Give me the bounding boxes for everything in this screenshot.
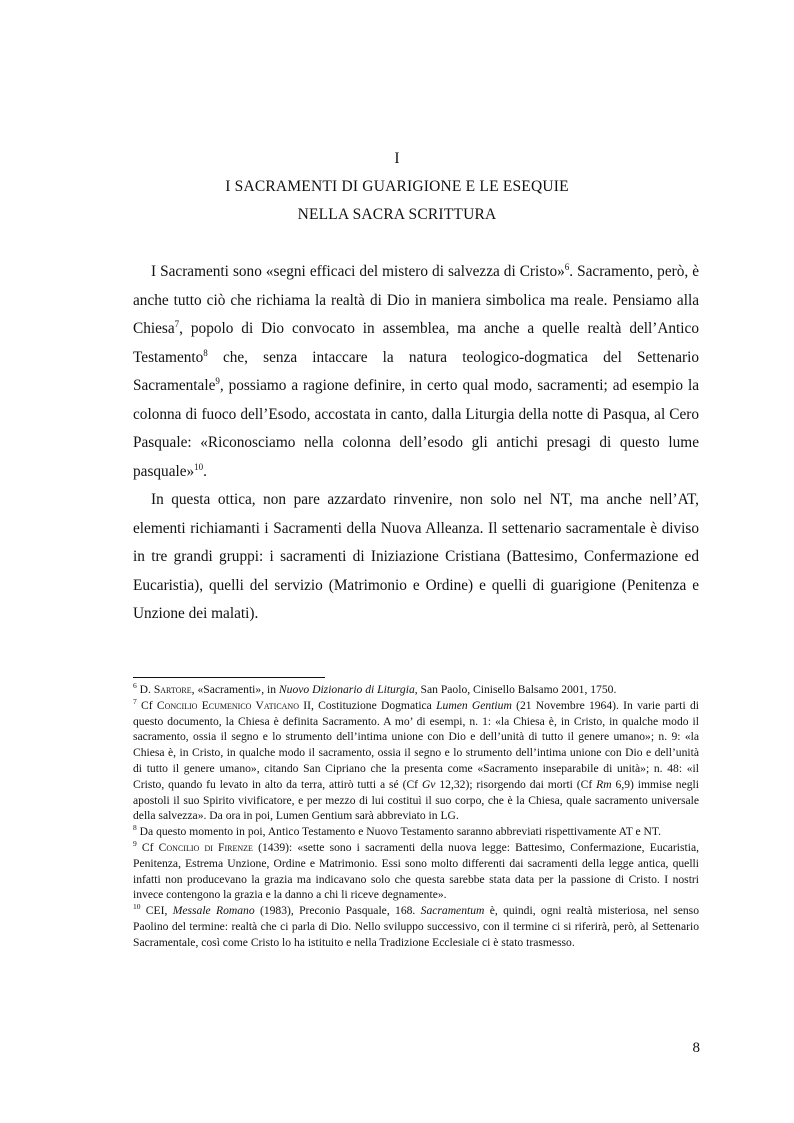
- body-text: [133, 258, 699, 629]
- footnote-number: 9: [133, 839, 137, 849]
- p1-text-e: , possiamo a ragione definire, in certo qual modo, sacramenti; ad esempio la colonna di fuoco dell’Esodo, accostata in canto, dalla Liturgia della notte di Pasqua, al Cero Pasquale: «Riconosciamo nella colonna dell’esodo gli antichi presagi di questo lume pasquale»: [133, 377, 699, 480]
- page-number: 8: [692, 1040, 700, 1056]
- footnote-6: [133, 682, 699, 698]
- fn7-text-d: 12,32); risorgendo dai morti (Cf: [435, 777, 597, 791]
- fn6-work-title: Nuovo Dizionario di Liturgia: [278, 683, 415, 696]
- fn9-text-a: Cf: [136, 840, 159, 854]
- footnote-ref-7: 7: [174, 318, 180, 329]
- fn7-text-a: Cf: [136, 698, 157, 712]
- fn6-text-a: D.: [136, 683, 154, 696]
- footnote-number: 6: [133, 681, 137, 691]
- fn9-text-b: (1439): «sette sono i sacramenti della nuova legge: Battesimo, Confermazione, Eucaristia, Penitenza, Estrema Unzione, Ordine e Matrimonio. Essi sono molto differenti dai sacramenti della legge antica, quelli infatti non producevano la grazia ma indicavano solo che questa sarebbe stata data per la passione di Cristo. I nostri invece contengono la grazia e la danno a chi li riceve degnamente».: [133, 840, 699, 902]
- fn7-council: Concilio Ecumenico Vaticano: [156, 698, 299, 712]
- fn7-text-c: (21 Novembre 1964). In varie parti di questo documento, la Chiesa è definita Sacramento. A mo’ di esempi, n. 1: «la Chiesa è, in Cristo, in qualche modo il sacramento, ossia il segno e lo strumento dell’intima unione con Dio e dell’unità di tutto il genere umano»; n. 9: «la Chiesa è, in Cristo, in qualche modo il sacramento, ossia il segno e lo strumento dell’intima unione con Dio e dell’unità di tutto il genere umano», citando San Cipriano che la presenta come «Sacramento inseparabile di unità»; n. 48: «il Cristo, quando fu levato in alto da terra, attirò tutti a sé (Cf: [133, 698, 700, 791]
- fn8-text: Da questo momento in poi, Antico Testamento e Nuovo Testamento saranno abbreviati rispettivamente AT e NT.: [136, 825, 662, 839]
- footnote-ref-8: 8: [203, 347, 208, 358]
- fn6-text-c: , San Paolo, Cinisello Balsamo 2001, 1750.: [414, 683, 617, 696]
- p1-text-f: .: [203, 462, 207, 480]
- footnotes: [133, 682, 699, 951]
- chapter-number: I: [394, 150, 400, 167]
- fn10-work-title: Messale Romano: [172, 904, 255, 918]
- fn7-ref-rm: Rm: [596, 777, 612, 791]
- footnote-ref-9: 9: [215, 375, 220, 386]
- footnote-number: 10: [133, 902, 141, 912]
- p1-text-c: , popolo di Dio convocato in assemblea, ma anche a quelle realtà dell’Antico Testamento: [133, 320, 699, 366]
- fn7-work-title: Lumen Gentium: [436, 698, 512, 712]
- p1-text-a: I Sacramenti sono «segni efficaci del mistero di salvezza di Cristo»: [151, 263, 565, 280]
- footnote-7: [133, 698, 699, 824]
- fn7-text-e: 6,9) immise negli apostoli il suo Spirito vivificatore, e per mezzo di lui costituì il suo corpo, che è la Chiesa, quale sacramento universale della salvezza». Da ora in poi, Lumen Gentium sarà abbreviato in LG.: [133, 777, 699, 823]
- paragraph-1: [133, 258, 699, 486]
- fn10-text-a: CEI,: [140, 904, 173, 918]
- fn10-text-b: (1983), Preconio Pasquale, 168.: [254, 904, 421, 918]
- footnote-ref-6: 6: [564, 261, 570, 272]
- p1-text-d: che, senza intaccare la natura teologico-dogmatica del Settenario Sacramentale: [133, 348, 699, 394]
- chapter-title-line-2: NELLA SACRA SCRITTURA: [297, 206, 497, 223]
- footnote-9: [133, 840, 699, 903]
- fn7-ref-gv: Gv: [421, 777, 436, 791]
- fn9-council: Concilio di Firenze: [158, 840, 253, 854]
- fn7-text-b: II, Costituzione Dogmatica: [298, 698, 437, 712]
- footnote-ref-10: 10: [194, 461, 204, 472]
- footnote-number: 8: [133, 823, 137, 833]
- fn10-term: Sacramentum: [420, 904, 485, 918]
- fn10-text-c: è, quindi, ogni realtà misteriosa, nel senso Paolino del termine: realtà che ci parla di Dio. Nello sviluppo successivo, con il termine ci si riferirà, però, al Settenario Sacramentale, così come Cristo lo ha istituito e nella Tradizione Ecclesiale ci è stato trasmesso.: [133, 904, 699, 949]
- fn6-text-b: , «Sacramenti», in: [191, 683, 279, 696]
- footnote-10: [133, 903, 699, 950]
- footnote-8: [133, 824, 699, 840]
- fn6-author: Sartore: [153, 683, 192, 696]
- footnote-separator: [133, 677, 325, 678]
- p1-text-b: . Sacramento, però, è anche tutto ciò che richiama la realtà di Dio in maniera simbolica ma reale. Pensiamo alla Chiesa: [133, 263, 700, 337]
- chapter-title-line-1: I SACRAMENTI DI GUARIGIONE E LE ESEQUIE: [225, 178, 569, 195]
- paragraph-2: In questa ottica, non pare azzardato rinvenire, non solo nel NT, ma anche nell’AT, elementi richiamanti i Sacramenti della Nuova Alleanza. Il settenario sacramentale è diviso in tre grandi gruppi: i sacramenti di Iniziazione Cristiana (Battesimo, Confermazione ed Eucaristia), quelli del servizio (Matrimonio e Ordine) e quelli di guarigione (Penitenza e Unzione dei malati).: [133, 491, 699, 622]
- footnote-number: 7: [133, 696, 137, 706]
